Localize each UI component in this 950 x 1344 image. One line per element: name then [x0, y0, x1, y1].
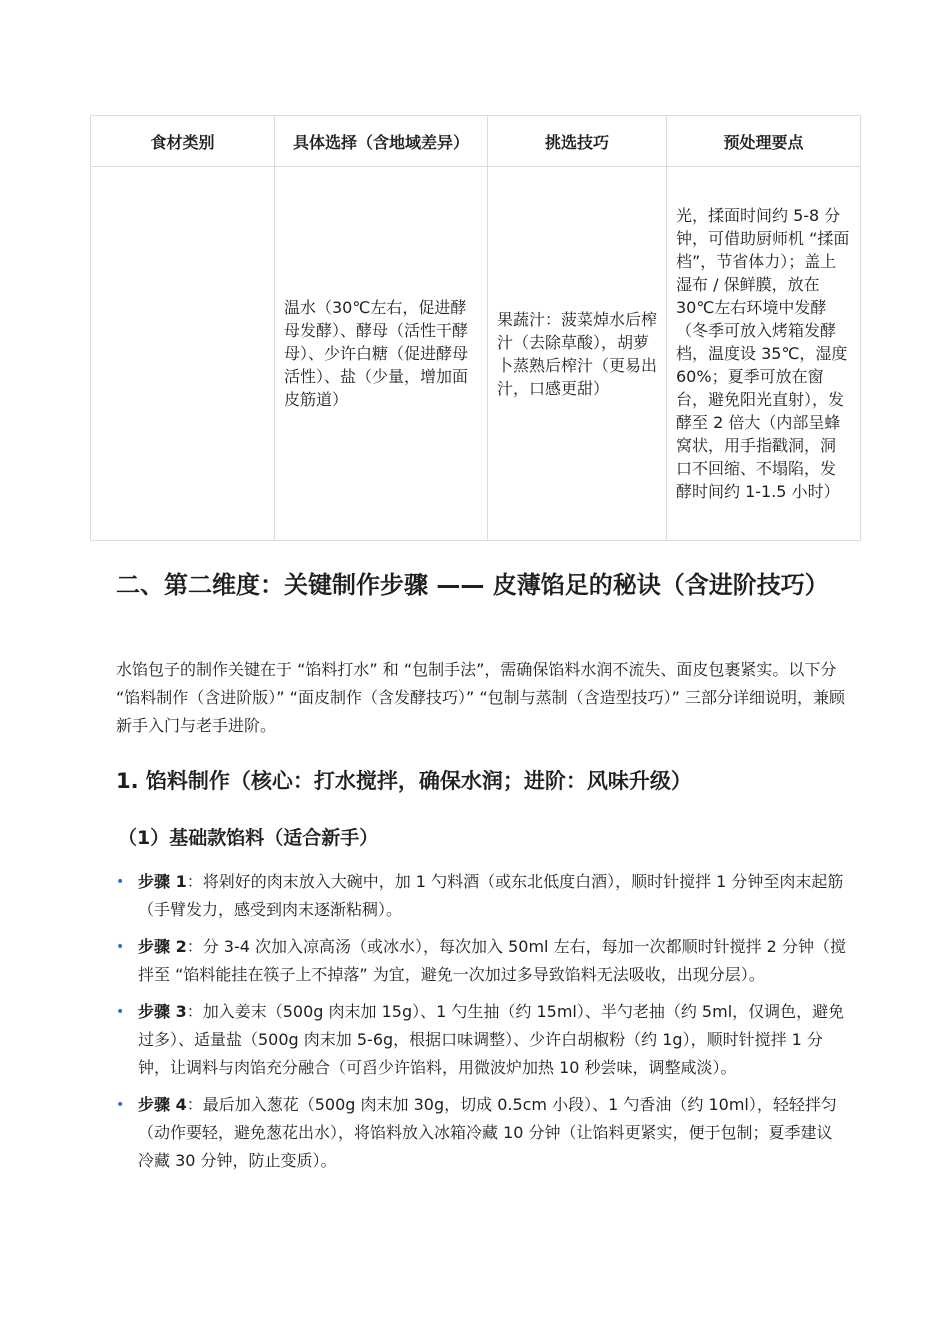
- list-item: [116, 998, 846, 1082]
- bullet-icon: •: [116, 1004, 125, 1020]
- section-intro: 水馅包子的制作关键在于 “馅料打水” 和 “包制手法”，需确保馅料水润不流失、面皮包裹紧实。以下分 “馅料制作（含进阶版）” “面皮制作（含发酵技巧）” “包制与蒸制（含造型技巧）” 三部分详细说明，兼顾新手入门与老手进阶。: [116, 660, 845, 735]
- header-prep: 预处理要点: [667, 116, 861, 167]
- bullet-icon: •: [116, 939, 125, 955]
- step-text: ：最后加入葱花（500g 肉末加 30g，切成 0.5cm 小段）、1 勺香油（约 10ml），轻轻拌匀（动作要轻，避免葱花出水），将馅料放入冰箱冷藏 10 分钟（让馅料更紧实，便于包制；夏季建议冷藏 30 分钟，防止变质）。: [138, 1095, 837, 1170]
- bullet-icon: •: [116, 1097, 125, 1113]
- header-tips: 挑选技巧: [488, 116, 667, 167]
- step-text: ：将剁好的肉末放入大碗中，加 1 勺料酒（或东北低度白酒），顺时针搅拌 1 分钟至肉末起筋（手臂发力，感受到肉末逐渐粘稠）。: [138, 872, 844, 919]
- list-item: [116, 868, 846, 924]
- header-category: 食材类别: [91, 116, 275, 167]
- cell-prep: 光，揉面时间约 5-8 分钟，可借助厨师机 “揉面档”，节省体力）；盖上湿布 / 保鲜膜，放在 30℃左右环境中发酵（冬季可放入烤箱发酵档，温度设 35℃，湿度 60%；夏季可放在窗台，避免阳光直射），发酵至 2 倍大（内部呈蜂窝状，用手指戳洞，洞口不回缩、不塌陷，发酵时间约 1-1.5 小时）: [667, 167, 861, 541]
- step-label: 步骤 4: [138, 1095, 187, 1114]
- cell-tips: 果蔬汁：菠菜焯水后榨汁（去除草酸），胡萝卜蒸熟后榨汁（更易出汁，口感更甜）: [488, 167, 667, 541]
- steps-list: [116, 868, 846, 1184]
- list-item: [116, 933, 846, 989]
- section-title: 二、第二维度：关键制作步骤 —— 皮薄馅足的秘诀（含进阶技巧）: [116, 571, 829, 599]
- bullet-icon: •: [116, 874, 125, 890]
- part-title: （1）基础款馅料（适合新手）: [118, 827, 379, 849]
- subsection-title: 1. 馅料制作（核心：打水搅拌，确保水润；进阶：风味升级）: [116, 769, 692, 793]
- table-header-row: [91, 116, 861, 167]
- header-choice: 具体选择（含地域差异）: [275, 116, 488, 167]
- cell-choice: 温水（30℃左右，促进酵母发酵）、酵母（活性干酵母）、少许白糖（促进酵母活性）、盐（少量，增加面皮筋道）: [275, 167, 488, 541]
- step-text: ：分 3-4 次加入凉高汤（或冰水），每次加入 50ml 左右，每加一次都顺时针搅拌 2 分钟（搅拌至 “馅料能挂在筷子上不掉落” 为宜，避免一次加过多导致馅料无法吸收，出现分层）。: [138, 937, 846, 984]
- step-text: ：加入姜末（500g 肉末加 15g）、1 勺生抽（约 15ml）、半勺老抽（约 5ml，仅调色，避免过多）、适量盐（500g 肉末加 5-6g，根据口味调整）、少许白胡椒粉（约 1g），顺时针搅拌 1 分钟，让调料与肉馅充分融合（可舀少许馅料，用微波炉加热 10 秒尝味，调整咸淡）。: [138, 1002, 845, 1077]
- step-label: 步骤 3: [138, 1002, 187, 1021]
- step-label: 步骤 1: [138, 872, 187, 891]
- cell-category: [91, 167, 275, 541]
- step-label: 步骤 2: [138, 937, 187, 956]
- list-item: [116, 1091, 846, 1175]
- ingredients-table: [90, 115, 861, 541]
- table-row: [91, 167, 861, 541]
